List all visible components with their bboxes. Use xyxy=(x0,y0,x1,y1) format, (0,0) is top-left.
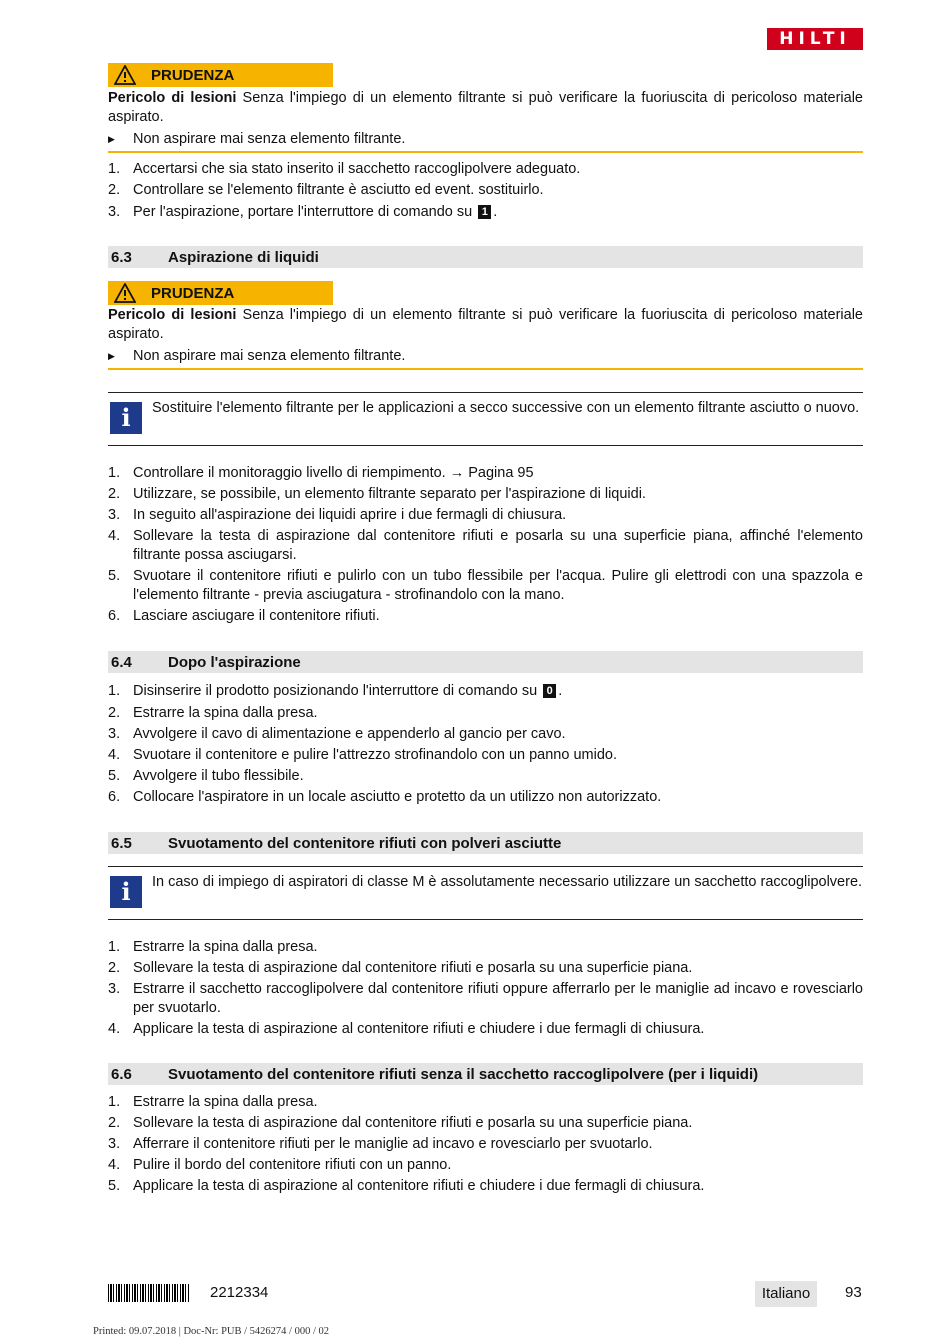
steps-list xyxy=(108,1093,863,1196)
warning-header xyxy=(108,281,333,305)
info-text: Sostituire l'elemento filtrante per le applicazioni a secco successive con un elemento filtrante asciutto o nuovo. xyxy=(152,400,860,416)
list-item: 4. Pulire il bordo del contenitore rifiuti con un panno. xyxy=(108,1157,452,1173)
language-label: Italiano xyxy=(755,1281,817,1307)
warning-triangle-icon xyxy=(114,283,136,303)
warning-label: PRUDENZA xyxy=(151,284,235,302)
info-text: In caso di impiego di aspiratori di classe M è assolutamente necessario utilizzare un sacchetto raccoglipolvere. xyxy=(152,874,863,890)
info-box xyxy=(108,866,863,920)
list-item: 4. Svuotare il contenitore e pulire l'attrezzo strofinandolo con un panno umido. xyxy=(108,747,617,763)
info-icon: i xyxy=(110,402,142,434)
list-item: 3. Avvolgere il cavo di alimentazione e appenderlo al gancio per cavo. xyxy=(108,726,566,742)
info-box xyxy=(108,392,863,446)
bullet-arrow-icon: ▶ xyxy=(108,351,115,361)
list-item: 1. Estrarre la spina dalla presa. xyxy=(108,939,318,955)
list-item: 5. Svuotare il contenitore rifiuti e pulirlo con un tubo flessibile per l'acqua. Pulire gli elettrodi con una spazzola e l'elemento filtrante - previa asciugatura - strofinandolo con la mano. xyxy=(108,568,863,603)
list-item: 3. In seguito all'aspirazione dei liquidi aprire i due fermagli di chiusura. xyxy=(108,507,567,523)
info-icon: i xyxy=(110,876,142,908)
list-item: 2. Estrarre la spina dalla presa. xyxy=(108,705,318,721)
list-item: 5. Applicare la testa di aspirazione al contenitore rifiuti e chiudere i due fermagli di chiusura. xyxy=(108,1178,705,1194)
list-item: 6. Lasciare asciugare il contenitore rifiuti. xyxy=(108,608,380,624)
switch-position-0-icon: 0 xyxy=(543,684,556,698)
list-item: 3. Afferrare il contenitore rifiuti per le maniglie ad incavo e rovesciarlo per svuotarlo. xyxy=(108,1136,653,1152)
steps-list xyxy=(108,682,863,807)
list-item: 1. Accertarsi che sia stato inserito il sacchetto raccoglipolvere adeguato. xyxy=(108,161,581,177)
list-item: 2. Sollevare la testa di aspirazione dal contenitore rifiuti e posarla su una superficie piana. xyxy=(108,1115,693,1131)
list-item: 1. Disinserire il prodotto posizionando l'interruttore di comando su 0 . xyxy=(108,683,563,699)
barcode-icon xyxy=(108,1284,190,1302)
list-item: 2. Sollevare la testa di aspirazione dal contenitore rifiuti e posarla su una superficie piana. xyxy=(108,960,693,976)
section-heading-6-3: 6.3 Aspirazione di liquidi xyxy=(108,246,863,268)
list-item: 2. Controllare se l'elemento filtrante è asciutto ed event. sostituirlo. xyxy=(108,182,544,198)
warning-rule xyxy=(108,368,863,370)
section-heading-6-5: 6.5 Svuotamento del contenitore rifiuti con polveri asciutte xyxy=(108,832,863,854)
list-item: 4. Sollevare la testa di aspirazione dal contenitore rifiuti e posarla su una superficie piana, affinché l'elemento filtrante possa asciugarsi. xyxy=(108,528,863,563)
warning-text: Pericolo di lesioni Senza l'impiego di un elemento filtrante si può verificare la fuoriuscita di pericoloso materiale aspirato. xyxy=(108,90,863,125)
list-item: 4. Applicare la testa di aspirazione al contenitore rifiuti e chiudere i due fermagli di chiusura. xyxy=(108,1021,705,1037)
page-number: 93 xyxy=(845,1284,862,1301)
warning-bullet: ▶ Non aspirare mai senza elemento filtrante. xyxy=(108,131,406,147)
bullet-arrow-icon: ▶ xyxy=(108,134,115,144)
section-heading-6-4: 6.4 Dopo l'aspirazione xyxy=(108,651,863,673)
warning-label: PRUDENZA xyxy=(151,66,235,84)
list-item: 1. Estrarre la spina dalla presa. xyxy=(108,1094,318,1110)
print-info: Printed: 09.07.2018 | Doc-Nr: PUB / 5426274 / 000 / 02 xyxy=(93,1326,330,1337)
list-item: 5. Avvolgere il tubo flessibile. xyxy=(108,768,304,784)
list-item: 3. Per l'aspirazione, portare l'interruttore di comando su 1 . xyxy=(108,204,498,220)
hilti-logo: HILTI xyxy=(767,28,863,50)
warning-lead: Pericolo di lesioni xyxy=(108,307,237,323)
list-item: 3. Estrarre il sacchetto raccoglipolvere dal contenitore rifiuti oppure afferrarlo per le maniglie ad incavo e rovesciarlo per svuotarlo. xyxy=(108,981,863,1016)
warning-text: Pericolo di lesioni Senza l'impiego di un elemento filtrante si può verificare la fuoriuscita di pericoloso materiale aspirato. xyxy=(108,307,863,342)
warning-bullet: ▶ Non aspirare mai senza elemento filtrante. xyxy=(108,348,406,364)
doc-number: 2212334 xyxy=(210,1284,269,1301)
list-item: 2. Utilizzare, se possibile, un elemento filtrante separato per l'aspirazione di liquidi. xyxy=(108,486,646,502)
warning-rule xyxy=(108,151,863,153)
warning-lead: Pericolo di lesioni xyxy=(108,90,237,106)
list-item: 1. Controllare il monitoraggio livello di riempimento. → Pagina 95 xyxy=(108,465,534,481)
warning-header xyxy=(108,63,333,87)
steps-list xyxy=(108,160,863,222)
switch-position-1-icon: 1 xyxy=(478,205,491,219)
steps-list xyxy=(108,464,863,626)
steps-list xyxy=(108,938,863,1039)
list-item: 6. Collocare l'aspiratore in un locale asciutto e protetto da un utilizzo non autorizzato. xyxy=(108,789,662,805)
section-heading-6-6: 6.6 Svuotamento del contenitore rifiuti senza il sacchetto raccoglipolvere (per i liquidi) xyxy=(108,1063,863,1085)
warning-triangle-icon xyxy=(114,65,136,85)
